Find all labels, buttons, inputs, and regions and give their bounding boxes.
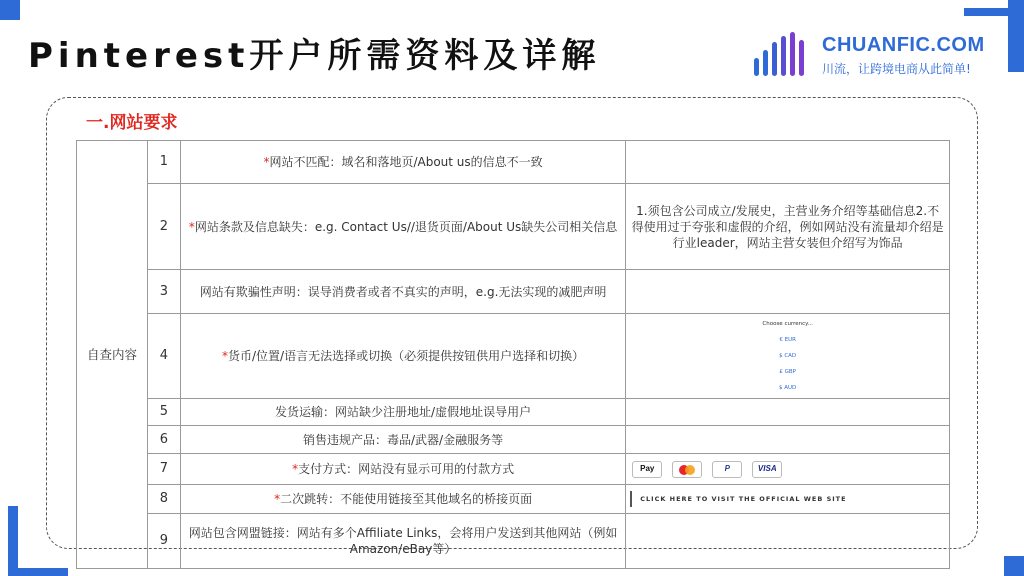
logo-slogan: 川流，让跨境电商从此简单!	[822, 62, 971, 76]
paypal-icon: P	[712, 461, 742, 478]
currency-selector-example	[626, 314, 950, 399]
row-number: 1	[147, 141, 180, 184]
section-title: 一.网站要求	[86, 113, 178, 133]
logo-bars-icon	[752, 32, 814, 78]
currency-option: $ CAD	[779, 353, 797, 359]
row-description: *网站条款及信息缺失：e.g. Contact Us//退货页面/About Us缺失公司相关信息	[180, 184, 625, 270]
currency-option: € EUR	[779, 337, 796, 343]
brand-logo	[752, 26, 985, 82]
corner-decoration-top-left	[0, 0, 20, 20]
requirements-table	[76, 140, 950, 569]
corner-decoration-bottom-right	[1004, 556, 1024, 576]
logo-name: CHUANFIC.COM	[822, 34, 985, 56]
row-description: *支付方式：网站没有显示可用的付款方式	[180, 454, 625, 485]
row-number: 3	[147, 270, 180, 314]
payment-methods-example	[626, 454, 950, 485]
corner-decoration-bottom-left-bar	[8, 568, 68, 576]
table-row	[77, 454, 950, 485]
corner-decoration-top-right-bar	[964, 8, 1008, 16]
row-description: 发货运输：网站缺少注册地址/虚假地址误导用户	[180, 399, 625, 426]
row-number: 2	[147, 184, 180, 270]
row-description: *网站不匹配：域名和落地页/About us的信息不一致	[180, 141, 625, 184]
required-mark: *	[292, 462, 299, 476]
row-description: 销售违规产品：毒品/武器/金融服务等	[180, 426, 625, 454]
row-note	[626, 141, 950, 184]
row-description: *二次跳转：不能使用链接至其他域名的桥接页面	[180, 485, 625, 514]
required-mark: *	[274, 492, 281, 506]
row-note	[626, 426, 950, 454]
table-row	[77, 314, 950, 399]
row-note	[626, 399, 950, 426]
row-number: 8	[147, 485, 180, 514]
row-number: 4	[147, 314, 180, 399]
table-row	[77, 270, 950, 314]
row-number: 7	[147, 454, 180, 485]
currency-option: £ GBP	[779, 369, 796, 375]
page-title: Pinterest开户所需资料及详解	[28, 36, 601, 76]
table-row	[77, 184, 950, 270]
required-mark: *	[188, 219, 195, 234]
row-number: 6	[147, 426, 180, 454]
currency-option: $ AUD	[778, 385, 797, 391]
table-row	[77, 426, 950, 454]
row-note	[626, 270, 950, 314]
corner-decoration-bottom-left	[8, 506, 18, 576]
table-row	[77, 399, 950, 426]
table-row	[77, 485, 950, 514]
visa-icon: VISA	[752, 461, 782, 478]
row-number: 5	[147, 399, 180, 426]
required-mark: *	[222, 349, 229, 363]
row-note	[626, 514, 950, 569]
required-mark: *	[263, 155, 270, 169]
payment-icons	[630, 461, 945, 478]
row-number: 9	[147, 514, 180, 569]
row-note: 1.须包含公司成立/发展史，主营业务介绍等基础信息2.不得使用过于夸张和虚假的介绍，例如网站没有流量却介绍是行业leader，网站主营女装但介绍写为饰品	[626, 184, 950, 270]
bridge-page-example	[626, 485, 950, 514]
currency-heading: Choose currency...	[762, 321, 813, 327]
row-description: *货币/位置/语言无法选择或切换（必须提供按钮供用户选择和切换）	[180, 314, 625, 399]
row-description: 网站有欺骗性声明：误导消费者或者不真实的声明，e.g.无法实现的减肥声明	[180, 270, 625, 314]
apple-pay-icon: Pay	[632, 461, 662, 478]
category-cell: 自查内容	[77, 141, 148, 569]
table-row	[77, 141, 950, 184]
bridge-link-text: CLICK HERE TO VISIT THE OFFICIAL WEB SITE	[640, 495, 847, 503]
table-row	[77, 514, 950, 569]
corner-decoration-top-right	[1008, 0, 1024, 72]
mastercard-icon	[672, 461, 702, 478]
row-description: 网站包含网盟链接：网站有多个Affiliate Links，会将用户发送到其他网站（例如Amazon/eBay等）	[180, 514, 625, 569]
